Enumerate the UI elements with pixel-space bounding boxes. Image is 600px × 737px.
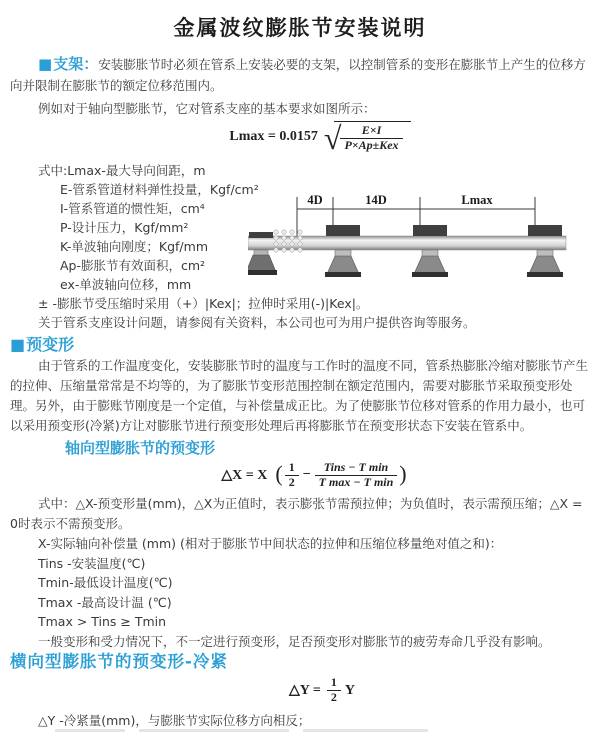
definition-line: X-实际轴向补偿量 (mm) (相对于膨胀节中间状态的拉伸和压缩位移量绝对值之和)： (38, 536, 503, 551)
radical-sign-icon: √ (323, 120, 342, 156)
support-heading-label: 支架： (53, 55, 99, 73)
dimension-label-14d: 14D (365, 193, 387, 207)
axial-note-line: 一般变形和受力情况下，不一定进行预变形，足否预变形对膨胀节的疲劳寿命几乎没有影响。 (38, 633, 551, 649)
lmax-fraction (340, 124, 402, 153)
page-title: 金属波纹膨胀节安装说明 (173, 16, 427, 40)
guide-support (325, 225, 361, 277)
axial-preform-formula (15, 458, 600, 492)
lmax-denominator: P×Ap±Kex (340, 138, 402, 153)
section-square-icon: ■ (10, 335, 26, 354)
clipped-text-remnant (55, 729, 428, 733)
radicand (334, 121, 410, 153)
support-closing-line: 关于管系支座设计问题，请参阅有关资料，本公司也可为用户提供咨询等服务。 (38, 315, 476, 330)
axial-subheading: 轴向型膨胀节的预变形 (65, 439, 216, 457)
lateral-subheading: 横向型膨胀节的预变形-冷紧 (10, 651, 228, 671)
guide-support (527, 225, 563, 277)
guide-support (412, 225, 448, 277)
definition-line: 式中:Lmax-最大导向间距，m (38, 163, 206, 178)
definition-line: E-管系管道材料弹性投量，Kgf/cm² (60, 182, 259, 197)
fraction-numerator: 1 (288, 459, 295, 474)
definition-line: Tins -安装温度(℃) (38, 555, 146, 571)
minus-operator: − (302, 467, 311, 482)
fraction-denominator: T max − T min (315, 475, 398, 490)
support-intro-text: 安装膨胀节时必须在管系上安装必要的支架，以控制管系的变形在膨胀节上产生的位移方向并限制在膨胀节的额定位移范围内。 (10, 57, 586, 93)
fraction-denominator: 2 (285, 475, 299, 490)
lateral-preform-formula (22, 676, 600, 706)
right-paren: ) (399, 461, 407, 486)
axial-explain-paragraph: 式中：△X-预变形量(mm)，△X为正值时，表示膨张节需预拉伸；为负值时，表示需预压缩；△X = 0时表示不需预变形。 (10, 496, 583, 531)
lmax-numerator: E×I (361, 123, 382, 138)
definition-line: Tmax > Tins ≥ Tmin (38, 614, 167, 629)
pipe-support-diagram (248, 192, 598, 287)
fraction-numerator: Tins − T min (323, 459, 389, 474)
one-half-fraction (285, 461, 299, 490)
pipe (248, 236, 566, 250)
definition-line: ex-单波轴向位移，mm (60, 277, 192, 292)
section-square-icon: ■ (38, 55, 53, 73)
preform-paragraph: 由于管系的工作温度变化，安装膨胀节时的温度与工作时的温度不同，管系热膨胀冷缩对膨胀节产生的拉伸、压缩量常常是不均等的，为了膨胀节变形范围控制在额定范围内，需要对膨胀节采取预变形处理。另外，由于膨账节刚度是一个定值，与补偿量成正比。为了使膨胀节位移对管系的作用力最小，也可以采用预变形(冷紧)方让对膨胀节进行预变形处理后再将膨胀节在预变形状态下安装在管系中。 (10, 358, 589, 433)
square-root (323, 120, 411, 156)
lateral-formula-lhs: △Y = (289, 683, 321, 698)
plus-minus-note: ± -膨胀节受压缩时采用（+）|Kex|；拉伸时采用(-)|Kex|。 (38, 296, 369, 311)
definition-line: Ap-膨胀节有效面积，cm² (60, 258, 206, 273)
one-half-fraction (327, 676, 341, 705)
support-example-line: 例如对于轴向型膨胀节，它对管系支座的基本要求如图所示： (38, 101, 376, 116)
lateral-formula-rhs: Y (344, 682, 355, 698)
definition-line: K-单波轴向刚度；Kgf/mm (60, 239, 208, 254)
preform-section-heading (10, 335, 600, 355)
definition-line: P-设计压力，Kgf/mm² (60, 220, 189, 235)
preform-heading-label: 预变形 (26, 335, 75, 354)
left-paren: ( (275, 461, 283, 486)
axial-definitions (38, 534, 600, 632)
cold-tightening-line: △Y -冷紧量(mm)，与膨胀节实际位移方向相反； (38, 712, 311, 728)
definition-line: I-管系管道的惯性矩，cm⁴ (60, 201, 205, 216)
fraction-denominator: 2 (327, 690, 341, 705)
fraction-numerator: 1 (330, 675, 337, 690)
support-section-heading (38, 55, 98, 73)
lmax-formula-lhs: Lmax = 0.0157 (229, 129, 318, 144)
dimension-label-4d: 4D (307, 193, 323, 207)
support-intro-paragraph (10, 54, 590, 96)
axial-formula-lhs: △X = X (221, 467, 268, 483)
definition-line: Tmax -最高设计温 (℃) (38, 594, 172, 610)
lmax-formula (20, 120, 600, 156)
temperature-fraction (315, 461, 398, 490)
definition-line: Tmin-最低设计温度(℃) (38, 575, 173, 590)
dimension-label-lmax: Lmax (461, 193, 493, 207)
